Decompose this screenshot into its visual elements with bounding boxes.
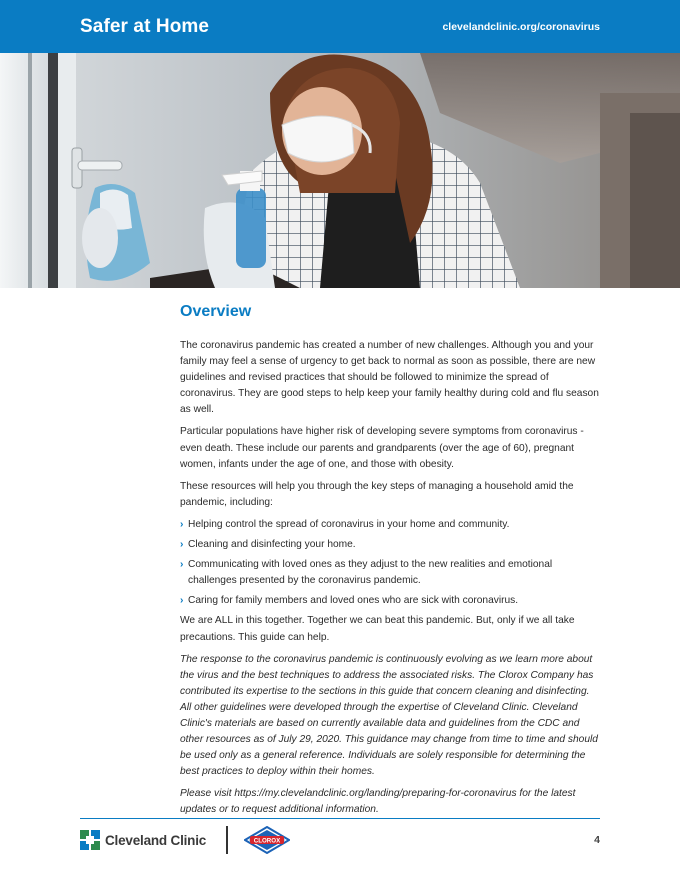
- chevron-right-icon: ›: [180, 595, 184, 607]
- intro-paragraph: The coronavirus pandemic has created a number of new challenges. Although you and your family may feel a sense of urgency to get back to normal as soon as possible, there are new guidelines and revised practices that should be followed to minimize the spread of coronavirus. They are good steps to help keep your family healthy during cold and flu season as well.: [180, 340, 599, 416]
- clorox-logo: [244, 826, 290, 854]
- list-item: › Communicating with loved ones as they adjust to the new realities and emotional challenges presented by the coronavirus pandemic.: [180, 559, 553, 587]
- header-bar: [0, 0, 680, 53]
- cleveland-clinic-cross-icon: [80, 830, 100, 850]
- risk-paragraph: Particular populations have higher risk of developing severe symptoms from coronavirus - even death. These include our parents and grandparents (over the age of 60), pregnant women, infants under the age of one, and those with obesity.: [180, 426, 584, 470]
- steps-list: [180, 517, 600, 609]
- cleveland-clinic-name: Cleveland Clinic: [105, 832, 207, 848]
- list-item: › Caring for family members and loved ones who are sick with coronavirus.: [180, 593, 600, 609]
- list-item: › Helping control the spread of coronavirus in your home and community.: [180, 517, 600, 533]
- svg-text:CLOROX: CLOROX: [253, 837, 281, 845]
- resources-paragraph: These resources will help you through the key steps of managing a household amid the pandemic, including:: [180, 480, 574, 508]
- chevron-right-icon: ›: [180, 559, 184, 571]
- chevron-right-icon: ›: [180, 518, 184, 530]
- cleveland-clinic-logo: [80, 830, 206, 850]
- logo-divider: [226, 826, 228, 854]
- page-number: 4: [594, 834, 600, 846]
- disclaimer-paragraph: The response to the coronavirus pandemic is continuously evolving as we learn more about the virus and the best techniques to address the associated risks. The Clorox Company has contributed its expertise to the sections in this guide that concern cleaning and disinfecting. All other guidelines were developed through the expertise of Cleveland Clinic. Cleveland Clinic's materials are based on currently available data and guidelines from the CDC and other resources as of July 29, 2020. This guidance may change from time to time and should be used only as a general reference. Individuals are solely responsible for determining the best practices to deploy within their homes.: [180, 653, 598, 778]
- chevron-right-icon: ›: [180, 539, 184, 551]
- footer-divider: [80, 818, 600, 819]
- closing-paragraph: We are ALL in this together. Together we can beat this pandemic. But, only if we all take precautions. This guide can help.: [180, 615, 575, 643]
- header-title: Safer at Home: [80, 16, 210, 37]
- header-url[interactable]: clevelandclinic.org/coronavirus: [442, 21, 600, 33]
- list-item: › Cleaning and disinfecting your home.: [180, 537, 600, 553]
- overview-title: Overview: [180, 303, 252, 320]
- overview-section: [180, 303, 600, 825]
- hero-photo: [0, 53, 680, 288]
- visit-paragraph[interactable]: Please visit https://my.clevelandclinic.org/landing/preparing-for-coronavirus for the latest updates or to request additional information.: [180, 788, 576, 816]
